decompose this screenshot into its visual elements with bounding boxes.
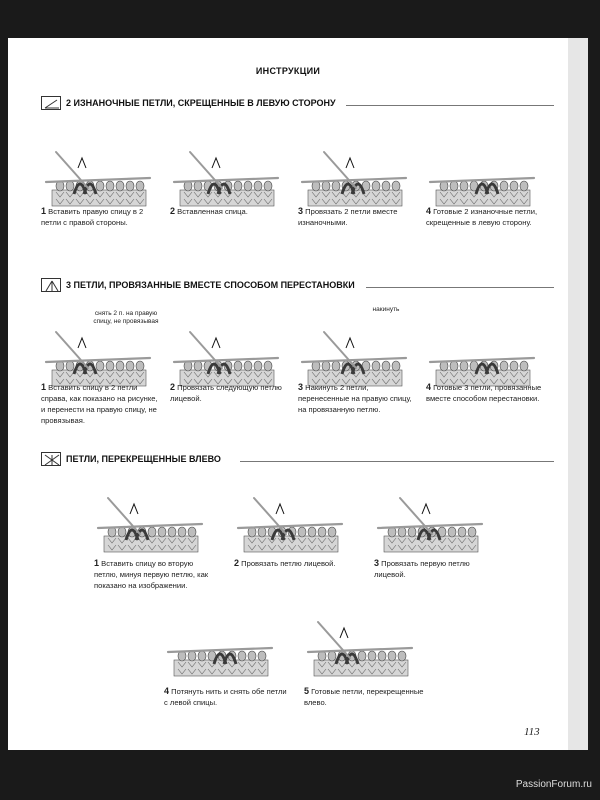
section-1-step-2-caption: 2 Вставленная спица. — [170, 206, 248, 216]
section-3-step-2-illustration — [236, 484, 346, 584]
section-2-step-3-caption: 3 Накинуть 2 петли, перенесенные на правую спицу, на провязанную петлю. — [298, 382, 412, 414]
section-1-step-4-caption: 4 Готовые 2 изнаночные петли, скрещенные в левую сторону. — [426, 206, 538, 227]
section-2-step-2-caption: 2 Провязать следующую петлю лицевой. — [170, 382, 282, 403]
section-1-step-2-illustration — [172, 138, 282, 238]
section-3-step-3-caption: 3 Провязать первую петлю лицевой. — [374, 558, 470, 579]
book-page — [8, 38, 568, 750]
section-1-title: 2 ИЗНАНОЧНЫЕ ПЕТЛИ, СКРЕЩЕННЫЕ В ЛЕВУЮ СТОРОНУ — [66, 98, 336, 108]
cross-left-symbol-icon — [41, 452, 61, 466]
section-1-rule — [346, 105, 554, 106]
page-edge-shadow — [568, 38, 588, 750]
section-3-rule — [240, 461, 554, 462]
page-number: 113 — [524, 726, 540, 738]
three-together-symbol-icon — [41, 278, 61, 292]
decrease-symbol-icon — [41, 96, 61, 110]
page-header: ИНСТРУКЦИИ — [255, 66, 321, 76]
section-2-step-3-note: накинуть — [372, 306, 400, 313]
section-2-title: 3 ПЕТЛИ, ПРОВЯЗАННЫЕ ВМЕСТЕ СПОСОБОМ ПЕРЕСТАНОВКИ — [66, 280, 355, 290]
section-3-step-1-caption: 1 Вставить спицу во вторую петлю, минуя первую петлю, как показано на изображении. — [94, 558, 209, 590]
watermark-footer: PassionForum.ru — [515, 779, 592, 790]
section-3-step-2-caption: 2 Провязать петлю лицевой. — [234, 558, 336, 568]
section-1-step-3-caption: 3 Провязать 2 петли вместе изнаночными. — [298, 206, 398, 227]
section-1-step-1-caption: 1 Вставить правую спицу в 2 петли с правой стороны. — [41, 206, 144, 227]
section-2-step-1-note: снять 2 п. на правую спицу, не провязывая — [93, 310, 159, 325]
section-2-step-1-caption: 1 Вставить спицу в 2 петли справа, как показано на рисунке, и перенести на правую спицу, не провязывая. — [41, 382, 158, 425]
section-3-title: ПЕТЛИ, ПЕРЕКРЕЩЕННЫЕ ВЛЕВО — [66, 454, 221, 464]
section-3-step-5-caption: 5 Готовые петли, перекрещенные влево. — [304, 686, 424, 707]
section-2-step-4-caption: 4 Готовые 3 петли, провязанные вместе способом перестановки. — [426, 382, 542, 403]
section-3-step-4-caption: 4 Потянуть нить и снять обе петли с левой спицы. — [164, 686, 287, 707]
section-2-rule — [366, 287, 554, 288]
